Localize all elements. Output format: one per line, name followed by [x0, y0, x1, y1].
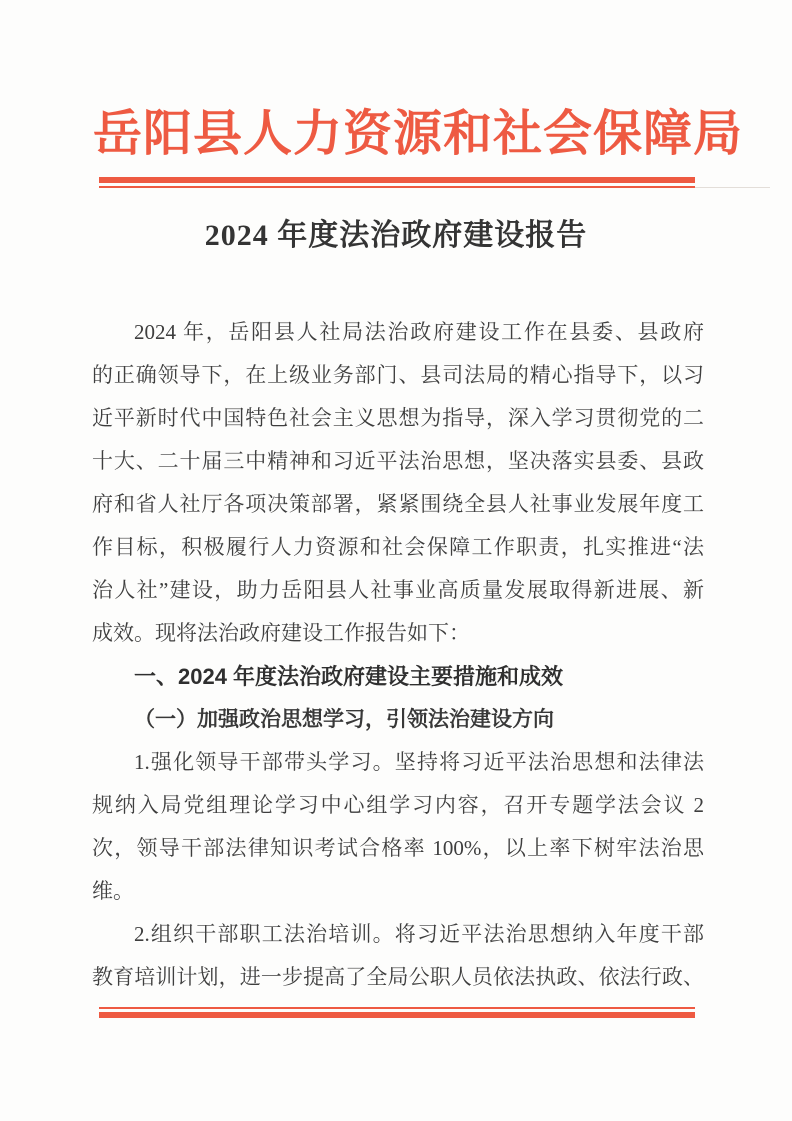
- letterhead-agency-name: 岳阳县人力资源和社会保障局: [93, 106, 744, 161]
- body-line: 维。: [92, 879, 134, 903]
- body-line: 府和省人社厅各项决策部署，紧紧围绕全县人社事业发展年度工: [92, 492, 704, 516]
- body-line: 规纳入局党组理论学习中心组学习内容，召开专题学法会议 2: [92, 793, 704, 817]
- body-line: 2.组织干部职工法治培训。将习近平法治思想纳入年度干部: [134, 922, 704, 946]
- body-line: 十大、二十届三中精神和习近平法治思想，坚决落实县委、县政: [92, 449, 704, 473]
- body-line: 1.强化领导干部带头学习。坚持将习近平法治思想和法律法: [134, 750, 704, 774]
- document-title: 2024 年度法治政府建设报告: [204, 219, 588, 252]
- body-line: 作目标，积极履行人力资源和社会保障工作职责，扎实推进“法: [92, 535, 704, 559]
- document-body: [92, 311, 704, 999]
- body-line: 教育培训计划，进一步提高了全局公职人员依法执政、依法行政、: [92, 965, 704, 989]
- footer-double-rule: [99, 1007, 695, 1018]
- section-heading-2: （一）加强政治思想学习，引领法治建设方向: [134, 707, 554, 731]
- body-line: 的正确领导下，在上级业务部门、县司法局的精心指导下，以习: [92, 363, 704, 387]
- body-line: 2024 年，岳阳县人社局法治政府建设工作在县委、县政府: [134, 320, 704, 344]
- body-line: 成效。现将法治政府建设工作报告如下：: [92, 621, 470, 645]
- body-line: 次，领导干部法律知识考试合格率 100%，以上率下树牢法治思: [92, 836, 704, 860]
- scan-artifact-hairline: [695, 187, 770, 188]
- body-line: 治人社”建设，助力岳阳县人社事业高质量发展取得新进展、新: [92, 578, 704, 602]
- rule-thin-bar: [99, 186, 695, 188]
- body-line: 近平新时代中国特色社会主义思想为指导，深入学习贯彻党的二: [92, 406, 704, 430]
- letterhead-double-rule: [99, 177, 695, 188]
- rule-thick-bar: [99, 1012, 695, 1018]
- section-heading-1: 一、2024 年度法治政府建设主要措施和成效: [134, 664, 564, 689]
